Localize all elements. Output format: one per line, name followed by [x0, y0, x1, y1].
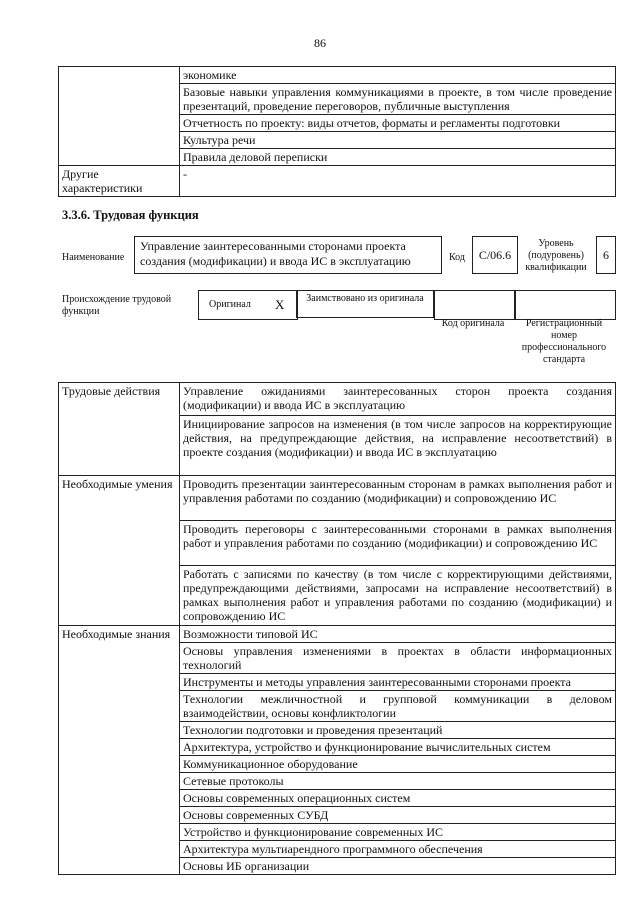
knowledge-item: Технологии межличностной и групповой коммуникации в деловом взаимодействии, основы конфликтологии: [180, 691, 616, 722]
code-value: С/06.6: [472, 236, 518, 274]
knowledge-item: Основы современных СУБД: [180, 807, 616, 824]
level-label: Уровень (подуровень) квалификации: [525, 238, 587, 273]
other-characteristics-label: Другие характеристики: [59, 166, 180, 197]
original-code-box: [434, 290, 516, 320]
knowledge-item: Архитектура мультиарендного программного обеспечения: [180, 841, 616, 858]
top-table-row: Базовые навыки управления коммуникациями в проекте, в том числе проведение презентаций, проведение переговоров, публичные выступления: [180, 84, 616, 115]
original-mark: X: [275, 297, 285, 312]
code-label: Код: [449, 252, 465, 263]
knowledge-item: Основы управления изменениями в проектах в области информационных технологий: [180, 643, 616, 674]
knowledge-item: Технологии подготовки и проведения презентаций: [180, 722, 616, 739]
origin-label: Происхождение трудовой функции: [62, 294, 172, 317]
knowledge-item: Инструменты и методы управления заинтересованными сторонами проекта: [180, 674, 616, 691]
skill-item: Проводить презентации заинтересованным сторонам в рамках выполнения работ и управления работами по созданию (модификации) и сопровождению ИС: [180, 476, 616, 521]
reg-number-box: [514, 290, 616, 320]
skill-item: Работать с записями по качеству (в том числе с корректирующими действиями, предупреждающими действиями, запросами на исправление несоответствий) в рамках выполнения работ и управления работами по созданию (модификации) и сопровождению ИС: [180, 566, 616, 626]
top-table-empty-cell: [59, 67, 180, 166]
knowledge-item: Возможности типовой ИС: [180, 626, 616, 643]
labor-action-item: Инициирование запросов на изменения (в том числе запросов на корректирующие действия, на предупреждающие действия, на исправление несоответствий) в проекте создания (модификации) и ввода ИС в эксплуатацию: [180, 416, 616, 476]
original-label: Оригинал: [209, 299, 251, 310]
name-label: Наименование: [62, 252, 125, 263]
knowledge-item: Архитектура, устройство и функционирование вычислительных систем: [180, 739, 616, 756]
original-box: [198, 290, 298, 320]
name-box: [134, 236, 442, 274]
main-table: [58, 382, 616, 875]
knowledge-item: Устройство и функционирование современных ИС: [180, 824, 616, 841]
reg-number-caption: Регистрационный номер профессионального стандарта: [521, 318, 607, 365]
page-number: 86: [314, 36, 326, 50]
original-code-caption: Код оригинала: [441, 318, 505, 329]
top-table: [58, 66, 616, 197]
knowledge-item: Сетевые протоколы: [180, 773, 616, 790]
skills-label: Необходимые умения: [59, 476, 180, 626]
top-table-row: Культура речи: [180, 132, 616, 149]
knowledge-item: Основы ИБ организации: [180, 858, 616, 875]
other-characteristics-value: -: [180, 166, 616, 197]
skill-item: Проводить переговоры с заинтересованными сторонами в рамках выполнения работ и управления работами по созданию (модификации) и сопровождению ИС: [180, 521, 616, 566]
level-value: 6: [596, 236, 616, 274]
section-title: 3.3.6. Трудовая функция: [62, 208, 199, 222]
top-table-row: Отчетность по проекту: виды отчетов, форматы и регламенты подготовки: [180, 115, 616, 132]
name-value: Управление заинтересованными сторонами проекта создания (модификации) и ввода ИС в эксплуатацию: [140, 239, 411, 268]
top-table-row: экономике: [180, 67, 616, 84]
borrowed-box: Заимствовано из оригинала: [296, 290, 434, 318]
top-table-row: Правила деловой переписки: [180, 149, 616, 166]
labor-actions-label: Трудовые действия: [59, 383, 180, 476]
knowledge-item: Основы современных операционных систем: [180, 790, 616, 807]
labor-action-item: Управление ожиданиями заинтересованных сторон проекта создания (модификации) и ввода ИС в эксплуатацию: [180, 383, 616, 416]
knowledge-item: Коммуникационное оборудование: [180, 756, 616, 773]
knowledge-label: Необходимые знания: [59, 626, 180, 875]
